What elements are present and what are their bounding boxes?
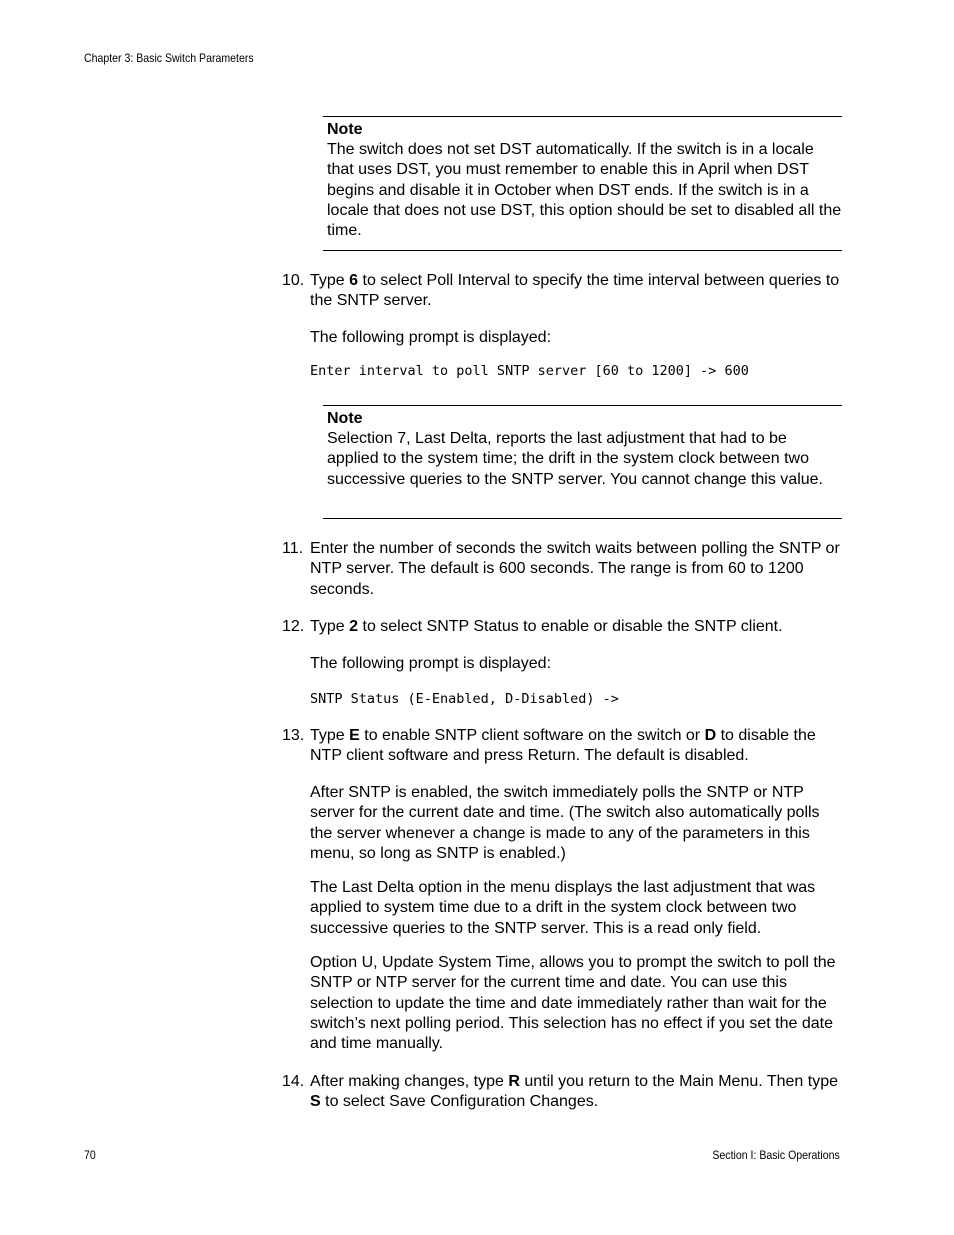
sntp-enabled-paragraph: After SNTP is enabled, the switch immediately polls the SNTP or NTP server for the current date and time. (The switch also automatically polls the server whenever a change is made to any of the parameters in this menu, so long as SNTP is enabled.) bbox=[310, 784, 820, 862]
note-box-last-delta bbox=[323, 405, 842, 519]
note-title: Note bbox=[327, 121, 363, 138]
step-text: After making changes, type R until you return to the Main Menu. Then type S to select Save Configuration Changes. bbox=[310, 1073, 838, 1111]
key-label: 2 bbox=[349, 618, 359, 635]
step-number: 11. bbox=[282, 540, 304, 557]
note-box-dst bbox=[323, 116, 842, 251]
step-number: 14. bbox=[282, 1073, 305, 1090]
key-label: S bbox=[310, 1093, 321, 1111]
step-11 bbox=[282, 539, 842, 600]
step-text: Type 2 to select SNTP Status to enable or disable the SNTP client. bbox=[310, 618, 783, 635]
key-label: R bbox=[508, 1073, 520, 1090]
step-number: 10. bbox=[282, 272, 305, 289]
step-text: Type E to enable SNTP client software on the switch or D to disable the NTP client software and press Return. The default is disabled. bbox=[310, 727, 816, 765]
step-text: Type 6 to select Poll Interval to specify the time interval between queries to the SNTP server. bbox=[310, 272, 840, 310]
step-text: Enter the number of seconds the switch waits between polling the SNTP or NTP server. The default is 600 seconds. The range is from 60 to 1200 seconds. bbox=[310, 540, 840, 598]
key-label: E bbox=[349, 727, 360, 744]
prompt-intro: The following prompt is displayed: bbox=[310, 655, 552, 672]
code-prompt-sntp-status: SNTP Status (E-Enabled, D-Disabled) -> bbox=[310, 691, 619, 707]
step-number: 12. bbox=[282, 618, 305, 635]
section-footer: Section I: Basic Operations bbox=[712, 1148, 840, 1162]
step-14 bbox=[282, 1072, 842, 1113]
update-system-time-paragraph: Option U, Update System Time, allows you to prompt the switch to poll the SNTP or NTP server for the current time and date. You can use this selection to update the time and date immediately rather than wait for the switch’s next polling period. This selection has no effect if you set the date and time manually. bbox=[310, 954, 836, 1053]
step-number: 13. bbox=[282, 727, 305, 744]
key-label: D bbox=[704, 727, 717, 744]
step-13 bbox=[282, 726, 842, 767]
page-number: 70 bbox=[84, 1148, 96, 1162]
prompt-intro: The following prompt is displayed: bbox=[310, 329, 552, 346]
note-body: The switch does not set DST automatically. If the switch is in a locale that uses DST, you must remember to enable this in April when DST begins and disable it in October when DST ends. If the switch is in a locale that does not use DST, this option should be set to disabled all the time. bbox=[327, 141, 842, 240]
key-label: 6 bbox=[349, 272, 359, 289]
note-title: Note bbox=[327, 410, 363, 427]
note-body: Selection 7, Last Delta, reports the last adjustment that had to be applied to the system time; the drift in the system clock between two successive queries to the SNTP server. You cannot change this value. bbox=[327, 430, 823, 488]
last-delta-paragraph: The Last Delta option in the menu displays the last adjustment that was applied to system time due to a drift in the system clock between two successive queries to the SNTP server. This is a read only field. bbox=[310, 879, 816, 937]
running-header: Chapter 3: Basic Switch Parameters bbox=[84, 51, 254, 65]
code-prompt-poll-interval: Enter interval to poll SNTP server [60 to 1200] -> 600 bbox=[310, 363, 749, 379]
step-10 bbox=[282, 271, 842, 312]
step-12 bbox=[282, 617, 842, 637]
